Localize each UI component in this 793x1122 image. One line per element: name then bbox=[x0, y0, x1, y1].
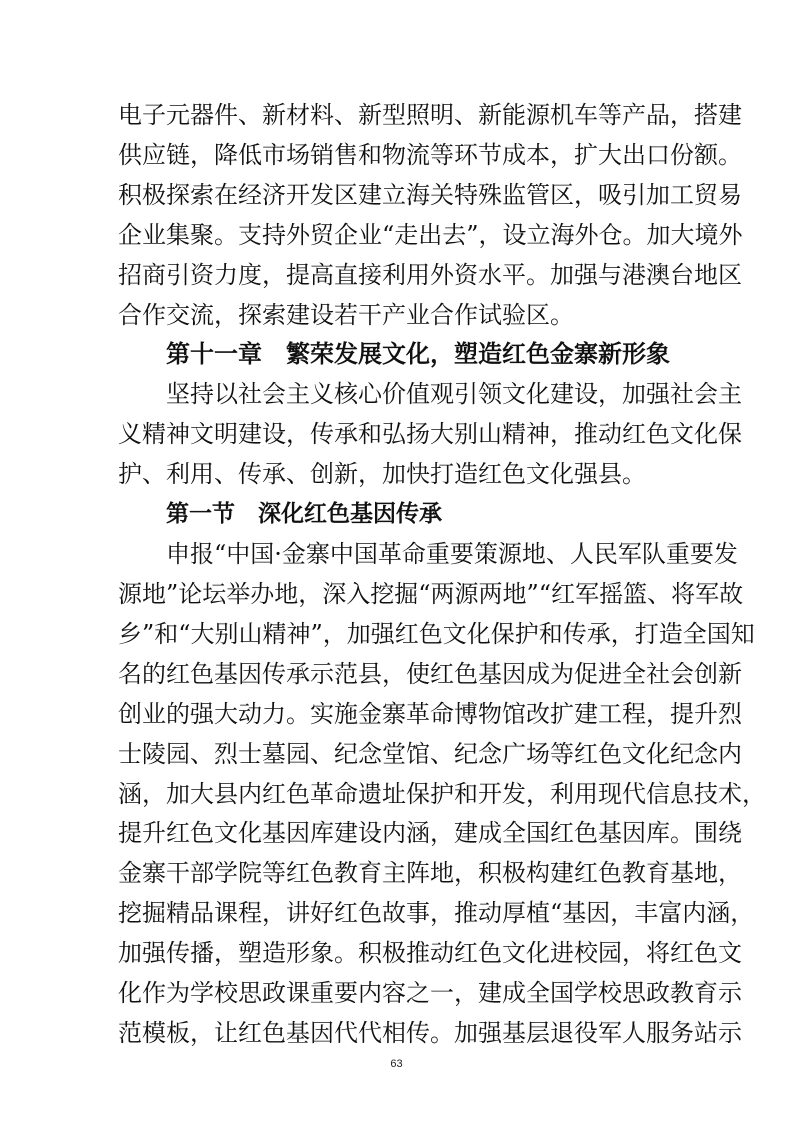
paragraph-line: 电子元器件、新材料、新型照明、新能源机车等产品，搭建 bbox=[118, 101, 742, 129]
intro-line: 坚持以社会主义核心价值观引领文化建设，加强社会主 bbox=[166, 380, 742, 408]
paragraph-line: 招商引资力度，提高直接利用外资水平。加强与港澳台地区 bbox=[118, 261, 742, 289]
body-line: 士陵园、烈士墓园、纪念堂馆、纪念广场等红色文化纪念内 bbox=[118, 740, 742, 768]
body-line: 提升红色文化基因库建设内涵，建成全国红色基因库。围绕 bbox=[118, 819, 742, 847]
body-line: 金寨干部学院等红色教育主阵地，积极构建红色教育基地， bbox=[118, 859, 742, 887]
page-number: 63 bbox=[390, 1058, 403, 1070]
intro-line: 护、利用、传承、创新，加快打造红色文化强县。 bbox=[118, 460, 646, 488]
body-line: 加强传播，塑造形象。积极推动红色文化进校园，将红色文 bbox=[118, 939, 742, 967]
body-line: 范模板，让红色基因代代相传。加强基层退役军人服务站示 bbox=[118, 1019, 742, 1047]
body-line: 创业的强大动力。实施金寨革命博物馆改扩建工程，提升烈 bbox=[118, 700, 742, 728]
body-line: 涵，加大县内红色革命遗址保护和开发，利用现代信息技术， bbox=[118, 780, 766, 808]
chapter-heading: 第十一章 繁荣发展文化，塑造红色金寨新形象 bbox=[166, 340, 670, 368]
body-line: 申报“中国·金寨中国革命重要策源地、人民军队重要发 bbox=[166, 540, 738, 568]
body-line: 乡”和“大别山精神”，加强红色文化保护和传承，打造全国知 bbox=[118, 620, 755, 648]
section-heading: 第一节 深化红色基因传承 bbox=[166, 501, 442, 527]
intro-line: 义精神文明建设，传承和弘扬大别山精神，推动红色文化保 bbox=[118, 420, 742, 448]
body-line: 名的红色基因传承示范县，使红色基因成为促进全社会创新 bbox=[118, 660, 742, 688]
body-line: 源地”论坛举办地，深入挖掘“两源两地”“红军摇篮、将军故 bbox=[118, 580, 744, 608]
paragraph-line: 供应链，降低市场销售和物流等环节成本，扩大出口份额。 bbox=[118, 141, 742, 169]
body-line: 化作为学校思政课重要内容之一，建成全国学校思政教育示 bbox=[118, 979, 742, 1007]
paragraph-line: 企业集聚。支持外贸企业“走出去”，设立海外仓。加大境外 bbox=[118, 221, 743, 249]
body-line: 挖掘精品课程，讲好红色故事，推动厚植“基因，丰富内涵， bbox=[118, 899, 755, 927]
paragraph-line: 合作交流，探索建设若干产业合作试验区。 bbox=[118, 301, 574, 329]
paragraph-line: 积极探索在经济开发区建立海关特殊监管区，吸引加工贸易 bbox=[118, 181, 742, 209]
